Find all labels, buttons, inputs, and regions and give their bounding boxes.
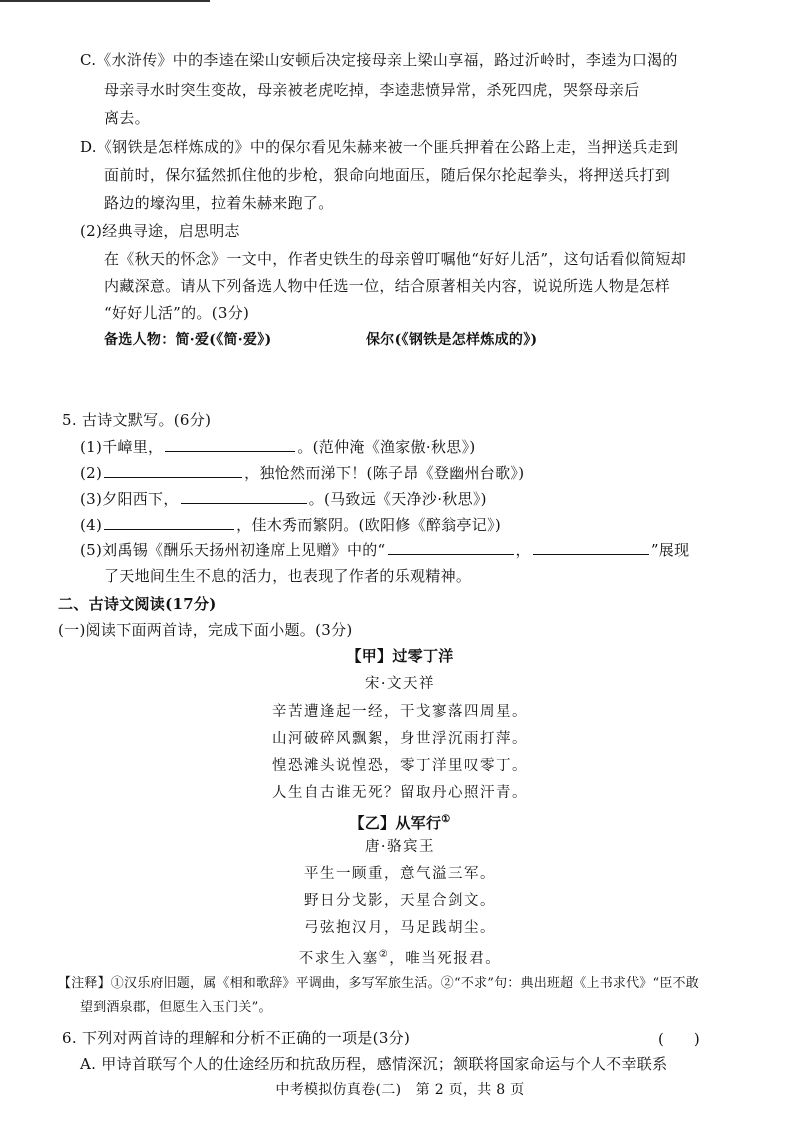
q5-item-4-pre: (4) bbox=[80, 516, 103, 534]
poem-a-line-1: 辛苦遭逢起一经，干戈寥落四周星。 bbox=[272, 704, 528, 720]
poem-b-title-footnote-mark: ① bbox=[441, 814, 451, 825]
q5-item-3-post: 。(马致远《天净沙·秋思》) bbox=[308, 490, 487, 508]
q5-item-2-post: ，独怆然而涕下！(陈子昂《登幽州台歌》) bbox=[244, 464, 525, 482]
note-line-1: 【注释】①汉乐府旧题，属《相和歌辞》平调曲，多写军旅生活。②“不求”句：典出班超《上书求代》“臣不敢 bbox=[58, 976, 699, 991]
q5-item-1-post: 。(范仲淹《渔家傲·秋思》) bbox=[297, 438, 476, 456]
q4-2-heading: (2)经典寻途，启思明志 bbox=[80, 222, 240, 240]
poem-a-line-3: 惶恐滩头说惶恐，零丁洋里叹零丁。 bbox=[272, 758, 528, 774]
q5-item-5-line-2: 了天地间生生不息的活力，也表现了作者的乐观精神。 bbox=[104, 567, 472, 585]
q5-item-2-pre: (2) bbox=[80, 464, 103, 482]
q6-answer-bracket[interactable]: ( ) bbox=[658, 1030, 700, 1048]
poem-a-title: 【甲】过零丁洋 bbox=[346, 647, 454, 665]
q4-2-line-2: 内藏深意。请从下列备选人物中任选一位，结合原著相关内容，说说所选人物是怎样 bbox=[104, 277, 671, 295]
option-c-line-2: 母亲寻水时突生变故，母亲被老虎吃掉，李逵悲愤异常，杀死四虎，哭祭母亲后 bbox=[104, 81, 640, 99]
top-edge-line bbox=[0, 0, 210, 2]
q5-item-5-blank-2[interactable] bbox=[533, 540, 649, 555]
q5-item-2 bbox=[80, 463, 524, 483]
q4-2-candidate-1: 备选人物：简·爱(《简·爱》) bbox=[104, 332, 272, 348]
q5-item-3-pre: (3)夕阳西下， bbox=[80, 490, 179, 508]
q5-item-4 bbox=[80, 515, 501, 535]
poem-b-line-4 bbox=[0, 945, 800, 969]
q5-item-5-pre: (5)刘禹锡《酬乐天扬州初逢席上见赠》中的“ bbox=[80, 541, 386, 559]
section-2-heading: 二、古诗文阅读(17分) bbox=[58, 595, 217, 613]
q4-2-candidate-2: 保尔(《钢铁是怎样炼成的》) bbox=[366, 332, 538, 348]
option-c-line-3: 离去。 bbox=[104, 109, 150, 127]
poem-b-title-text: 【乙】从军行 bbox=[349, 814, 442, 832]
poem-a-line-2: 山河破碎风飘絮，身世浮沉雨打萍。 bbox=[272, 731, 528, 747]
poem-b-line-4-pre: 不求生入塞 bbox=[298, 950, 379, 967]
q5-item-3 bbox=[80, 489, 487, 509]
q5-heading: 5. 古诗文默写。(6分) bbox=[62, 411, 212, 429]
poem-a-author: 宋·文天祥 bbox=[364, 676, 436, 692]
q5-item-2-blank[interactable] bbox=[104, 463, 242, 478]
q4-2-line-3: “好好儿活”的。(3分) bbox=[104, 304, 250, 322]
option-d-line-3: 路边的壕沟里，拉着朱赫来跑了。 bbox=[104, 194, 334, 212]
poem-b-line-1: 平生一顾重，意气溢三军。 bbox=[304, 866, 496, 882]
q5-item-5-blank-1[interactable] bbox=[388, 540, 514, 555]
q5-item-5-post: ”展现 bbox=[650, 541, 690, 559]
q5-item-5-mid: ， bbox=[515, 541, 531, 559]
q6-stem: 6. 下列对两首诗的理解和分析不正确的一项是(3分) bbox=[62, 1029, 411, 1047]
section-2-subheading: (一)阅读下面两首诗，完成下面小题。(3分) bbox=[58, 621, 353, 639]
option-d-line-2: 面前时，保尔猛然抓住他的步枪，狠命向地面压，随后保尔抡起拳头，将押送兵打到 bbox=[104, 166, 671, 184]
poem-b-footnote-mark: ② bbox=[378, 949, 390, 960]
q5-item-1-blank[interactable] bbox=[165, 437, 295, 452]
poem-a-line-4: 人生自古谁无死？留取丹心照汗青。 bbox=[272, 785, 528, 801]
q4-2-line-1: 在《秋天的怀念》一文中，作者史铁生的母亲曾叮嘱他“好好儿活”，这句话看似简短却 bbox=[104, 250, 687, 268]
poem-b-author: 唐·骆宾王 bbox=[364, 839, 436, 855]
q5-item-1-pre: (1)千嶂里， bbox=[80, 438, 164, 456]
option-c-line-1: C.《水浒传》中的李逵在梁山安顿后决定接母亲上梁山享福，路过沂岭时，李逵为口渴的 bbox=[80, 51, 678, 69]
option-d-line-1: D.《钢铁是怎样炼成的》中的保尔看见朱赫来被一个匪兵押着在公路上走，当押送兵走到 bbox=[80, 138, 679, 156]
q5-item-5 bbox=[80, 540, 689, 560]
poem-b-line-2: 野日分戈影，天星合剑文。 bbox=[304, 893, 496, 909]
q5-item-1 bbox=[80, 437, 476, 457]
q5-item-4-post: ，佳木秀而繁阴。(欧阳修《醉翁亭记》) bbox=[236, 516, 502, 534]
poem-b-line-4-post: ，唯当死报君。 bbox=[389, 950, 502, 967]
q5-item-3-blank[interactable] bbox=[181, 489, 307, 504]
q5-item-4-blank[interactable] bbox=[104, 515, 234, 530]
poem-b-line-3: 弓弦抱汉月，马足践胡尘。 bbox=[304, 920, 496, 936]
poem-b-title bbox=[0, 810, 800, 833]
q6-option-a: A. 甲诗首联写个人的仕途经历和抗敌历程，感情深沉；颔联将国家命运与个人不幸联系 bbox=[80, 1055, 668, 1073]
note-line-2: 望到酒泉郡，但愿生入玉门关”。 bbox=[80, 1000, 272, 1015]
page-footer: 中考模拟仿真卷(二) 第 2 页，共 8 页 bbox=[275, 1082, 525, 1098]
